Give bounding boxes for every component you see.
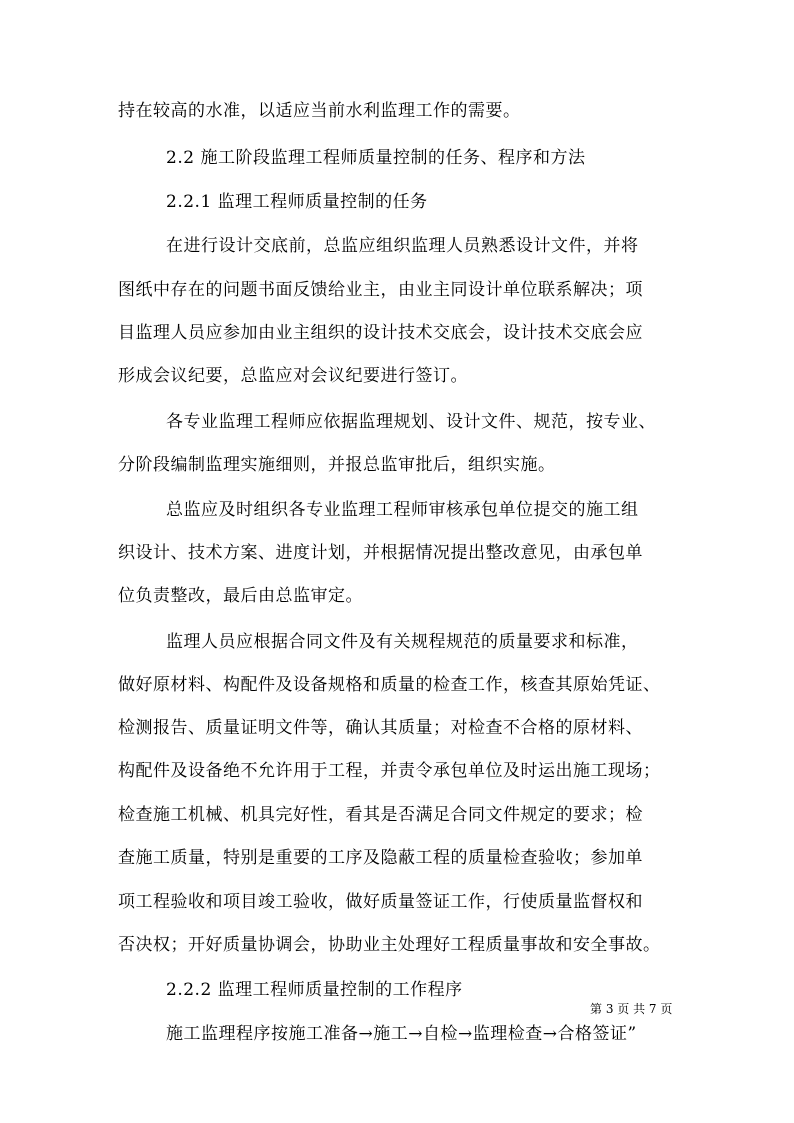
page-number-footer: 第 3 页 共 7 页	[590, 1002, 673, 1016]
subsection-heading: 2.2.2 监理工程师质量控制的工作程序	[166, 980, 463, 1000]
paragraph-line: 施工监理程序按施工准备→施工→自检→监理检查→合格签证”	[166, 1024, 637, 1044]
paragraph-line: 图纸中存在的问题书面反馈给业主，由业主同设计单位联系解决；项	[118, 280, 643, 300]
paragraph-line: 监理人员应根据合同文件及有关规程规范的质量要求和标准，	[166, 632, 639, 652]
paragraph-line: 位负责整改，最后由总监审定。	[118, 586, 363, 606]
paragraph-line: 分阶段编制监理实施细则，并报总监审批后，组织实施。	[118, 455, 556, 475]
paragraph-line: 做好原材料、构配件及设备规格和质量的检查工作，核查其原始凭证、	[118, 675, 661, 695]
paragraph-line: 持在较高的水准，以适应当前水利监理工作的需要。	[118, 101, 521, 121]
paragraph-line: 构配件及设备绝不允许用于工程，并责令承包单位及时运出施工现场；	[118, 761, 661, 781]
paragraph-line: 在进行设计交底前，总监应组织监理人员熟悉设计文件，并将	[166, 236, 639, 256]
paragraph-line: 目监理人员应参加由业主组织的设计技术交底会，设计技术交底会应	[118, 323, 643, 343]
paragraph-line: 检查施工机械、机具完好性，看其是否满足合同文件规定的要求；检	[118, 805, 643, 825]
paragraph-line: 查施工质量，特别是重要的工序及隐蔽工程的质量检查验收；参加单	[118, 848, 643, 868]
paragraph-line: 形成会议纪要，总监应对会议纪要进行签订。	[118, 366, 468, 386]
paragraph-line: 织设计、技术方案、进度计划，并根据情况提出整改意见，由承包单	[118, 543, 643, 563]
subsection-heading: 2.2.1 监理工程师质量控制的任务	[166, 192, 428, 212]
paragraph-line: 各专业监理工程师应依据监理规划、设计文件、规范，按专业、	[166, 412, 656, 432]
paragraph-line: 项工程验收和项目竣工验收，做好质量签证工作，行使质量监督权和	[118, 892, 643, 912]
paragraph-line: 总监应及时组织各专业监理工程师审核承包单位提交的施工组	[166, 500, 639, 520]
paragraph-line: 否决权；开好质量协调会，协助业主处理好工程质量事故和安全事故。	[118, 935, 661, 955]
section-heading: 2.2 施工阶段监理工程师质量控制的任务、程序和方法	[166, 148, 586, 168]
paragraph-line: 检测报告、质量证明文件等，确认其质量；对检查不合格的原材料、	[118, 718, 643, 738]
